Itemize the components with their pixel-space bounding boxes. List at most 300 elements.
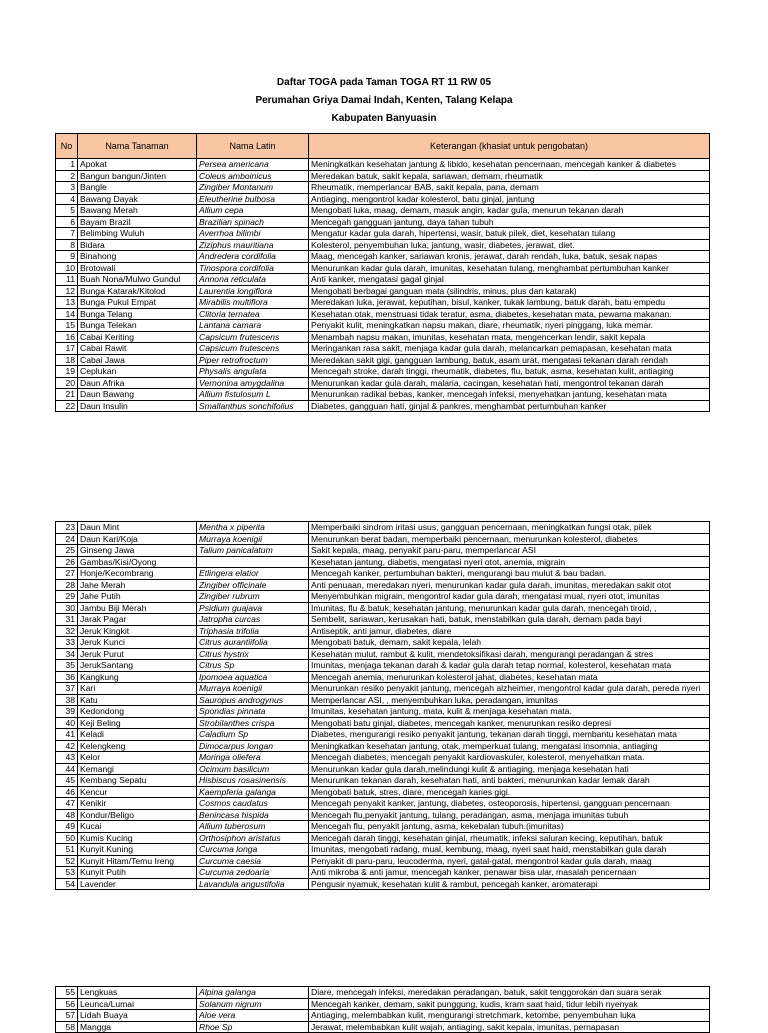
cell-nama-latin: Brazilian spinach	[197, 216, 309, 228]
cell-no: 15	[56, 320, 78, 332]
table-row	[56, 602, 710, 614]
cell-keterangan: Kesehatan mulut, rambut & kulit, mendetoksifikasi darah, mengurangi peradangan & stres	[309, 648, 710, 660]
cell-keterangan: Pengusir nyamuk, kesehatan kulit & rambut, pencegah kanker, aromaterapi	[309, 878, 710, 890]
cell-keterangan: Antiaging, melembabkan kulit, mengurangi stretchmark, ketombe, penyembuhan luka	[309, 1010, 710, 1022]
cell-keterangan: Sembelit, sariawan, kerusakan hati, batuk, menstabilkan gula darah, demam pada bayi	[309, 614, 710, 626]
cell-nama-latin: Citrus Sp	[197, 660, 309, 672]
table-row	[56, 809, 710, 821]
cell-nama-tanaman: Kelengkeng	[78, 740, 197, 752]
table-row	[56, 522, 710, 534]
table-row	[56, 637, 710, 649]
cell-nama-latin: Tinospora cordifolia	[197, 262, 309, 274]
cell-keterangan: Kesehatan jantung, diabetis, mengatasi nyeri otot, anemia, migrain	[309, 556, 710, 568]
cell-no: 34	[56, 648, 78, 660]
cell-no: 47	[56, 798, 78, 810]
cell-nama-tanaman: Bunga Telang	[78, 308, 197, 320]
cell-keterangan: Memperbaiki sindrom iritasi usus, gangguan pencernaan, meningkatkan fungsi otak, pilek	[309, 522, 710, 534]
table-row	[56, 251, 710, 263]
cell-nama-tanaman: Kemangi	[78, 763, 197, 775]
cell-nama-latin: Rhoe Sp	[197, 1021, 309, 1033]
cell-no: 18	[56, 354, 78, 366]
table-row	[56, 694, 710, 706]
table-row	[56, 228, 710, 240]
table-row	[56, 239, 710, 251]
table-row	[56, 660, 710, 672]
cell-no: 54	[56, 878, 78, 890]
cell-keterangan: Mencegah diabetes, mencegah penyakit kardiovaskuler, kolesterol, menyehatkan mata.	[309, 752, 710, 764]
cell-nama-tanaman: Cabai Rawit	[78, 343, 197, 355]
cell-nama-tanaman: Brotowali	[78, 262, 197, 274]
table-row	[56, 706, 710, 718]
cell-nama-latin: Curcuma zedoaria	[197, 867, 309, 879]
cell-nama-tanaman: Honje/Kecombrang	[78, 568, 197, 580]
cell-nama-latin: Alpina galanga	[197, 987, 309, 999]
cell-keterangan: Menurunkan resiko penyakit jantung, mencegah alzheimer, mengontrol kadar gula darah, pereda nyeri	[309, 683, 710, 695]
cell-nama-tanaman: Katu	[78, 694, 197, 706]
cell-nama-latin: Capsicum frutescens	[197, 331, 309, 343]
cell-no: 28	[56, 579, 78, 591]
cell-no: 19	[56, 366, 78, 378]
cell-nama-latin: Clitoria ternatea	[197, 308, 309, 320]
cell-nama-latin: Orthosiphon aristatus	[197, 832, 309, 844]
cell-keterangan: Meningkatkan kesehatan jantung & libido, kesehatan pencernaan, mencegah kanker & diabetes	[309, 159, 710, 171]
cell-nama-tanaman: Lidah Buaya	[78, 1010, 197, 1022]
cell-nama-latin: Jatropha curcas	[197, 614, 309, 626]
cell-keterangan: Diare, mencegah infeksi, meredakan peradangan, batuk, sakit tenggorokan dan suara serak	[309, 987, 710, 999]
cell-no: 5	[56, 205, 78, 217]
cell-keterangan: Menurunkan tekanan darah, kesehatan hati, anti bakteri, menurunkan kadar lemak darah	[309, 775, 710, 787]
cell-keterangan: Mengobati berbagai ganguan mata (silindris, minus, plus dan katarak)	[309, 285, 710, 297]
cell-keterangan: Anti penuaan, meredakan nyeri, menurunkan kadar gula darah, imunitas, meredakan sakit otot	[309, 579, 710, 591]
table-row	[56, 614, 710, 626]
cell-keterangan: Meringankan rasa sakit, menjaga kadar gula darah, melancarkan pemapasan, kesehatan mata	[309, 343, 710, 355]
cell-no: 49	[56, 821, 78, 833]
table-row	[56, 729, 710, 741]
cell-keterangan: Mengobati luka, maag, demam, masuk angin, kadar gula, menurun tekanan darah	[309, 205, 710, 217]
cell-no: 37	[56, 683, 78, 695]
cell-nama-tanaman: Kunyit Hitam/Temu Ireng	[78, 855, 197, 867]
cell-nama-latin: Citrus aurantiifolia	[197, 637, 309, 649]
cell-no: 42	[56, 740, 78, 752]
cell-no: 4	[56, 193, 78, 205]
cell-no: 33	[56, 637, 78, 649]
cell-nama-tanaman: Jeruk Kunci	[78, 637, 197, 649]
cell-nama-tanaman: Cabai Jawa	[78, 354, 197, 366]
cell-no: 13	[56, 297, 78, 309]
table-row	[56, 297, 710, 309]
column-header-nama: Nama Tanaman	[78, 134, 197, 159]
cell-nama-latin: Murraya koenigii	[197, 683, 309, 695]
cell-nama-latin: Dimocarpus longan	[197, 740, 309, 752]
cell-no: 12	[56, 285, 78, 297]
cell-keterangan: Imunitas, menjaga tekanan darah & kadar gula darah tetap normal, kolesterol, kesehatan mata	[309, 660, 710, 672]
cell-keterangan: Meredakan sakit gigi, gangguan lambung, batuk, asam urat, mengatasi tekanan darah rendah	[309, 354, 710, 366]
cell-keterangan: Mencegah penyakit kanker, jantung, diabetes, osteoporosis, hipertensi, gangguan pencernaan	[309, 798, 710, 810]
cell-nama-tanaman: Jahe Merah	[78, 579, 197, 591]
table-row	[56, 717, 710, 729]
cell-nama-tanaman: Apokat	[78, 159, 197, 171]
cell-no: 24	[56, 533, 78, 545]
table-row	[56, 625, 710, 637]
cell-no: 38	[56, 694, 78, 706]
cell-nama-latin: Ocimum basilicum	[197, 763, 309, 775]
cell-nama-latin: Hisbiscus rosasinensis	[197, 775, 309, 787]
cell-nama-latin: Ziziphus mauritiana	[197, 239, 309, 251]
cell-nama-tanaman: Bunga Telekan	[78, 320, 197, 332]
cell-no: 45	[56, 775, 78, 787]
cell-nama-tanaman: Daun Afrika	[78, 377, 197, 389]
cell-no: 50	[56, 832, 78, 844]
cell-keterangan: Imunitas, mengobati radang, mual, kembung, maag, nyeri saat haid, menstabilkan gula darah	[309, 844, 710, 856]
cell-nama-latin: Psidium guajava	[197, 602, 309, 614]
cell-no: 7	[56, 228, 78, 240]
cell-no: 6	[56, 216, 78, 228]
plant-table-block-3	[55, 986, 710, 1033]
cell-nama-tanaman: Ginseng Jawa	[78, 545, 197, 557]
cell-keterangan: Menurunkan kadar gula darah,melindungi kulit & antiaging, menjaga kesehatan hati	[309, 763, 710, 775]
cell-no: 41	[56, 729, 78, 741]
cell-nama-latin: Annona reticulata	[197, 274, 309, 286]
cell-nama-latin: Capsicum frutescens	[197, 343, 309, 355]
table-row	[56, 648, 710, 660]
cell-nama-latin: Aloe vera	[197, 1010, 309, 1022]
table-row	[56, 987, 710, 999]
cell-nama-latin: Averrhoa bilimbi	[197, 228, 309, 240]
cell-no: 9	[56, 251, 78, 263]
cell-nama-latin: Allium cepa	[197, 205, 309, 217]
table-row	[56, 320, 710, 332]
cell-nama-tanaman: Lavender	[78, 878, 197, 890]
cell-nama-tanaman: Jeruk Purut	[78, 648, 197, 660]
cell-nama-tanaman: Ceplukan	[78, 366, 197, 378]
cell-keterangan: Mengobati batuk, stres, diare, mencegah karies gigi.	[309, 786, 710, 798]
cell-no: 31	[56, 614, 78, 626]
table-header-row	[56, 134, 710, 159]
cell-nama-tanaman: Kenikir	[78, 798, 197, 810]
cell-no: 11	[56, 274, 78, 286]
cell-no: 46	[56, 786, 78, 798]
cell-nama-tanaman: Kangkung	[78, 671, 197, 683]
table-row	[56, 671, 710, 683]
cell-nama-tanaman: Daun Bawang	[78, 389, 197, 401]
cell-no: 22	[56, 400, 78, 412]
cell-no: 26	[56, 556, 78, 568]
cell-keterangan: Menurunkan radikal bebas, kanker, mencegah infeksi, menyehatkan jantung, kesehatan mata	[309, 389, 710, 401]
table-row	[56, 786, 710, 798]
cell-nama-tanaman: JerukSantang	[78, 660, 197, 672]
cell-nama-latin: Physalis angulata	[197, 366, 309, 378]
table-row	[56, 545, 710, 557]
table-row	[56, 591, 710, 603]
table-row	[56, 763, 710, 775]
cell-nama-latin: Moringa oliefera	[197, 752, 309, 764]
cell-keterangan: Diabetes, gangguan hati, ginjal & pankres, menghambat pertumbuhan kanker	[309, 400, 710, 412]
table-row	[56, 285, 710, 297]
table-row	[56, 170, 710, 182]
cell-nama-latin: Zingiber rubrum	[197, 591, 309, 603]
cell-keterangan: Mengobati batuk, demam, sakit kepala, lelah	[309, 637, 710, 649]
cell-nama-latin: Lantana camara	[197, 320, 309, 332]
cell-no: 29	[56, 591, 78, 603]
cell-keterangan: Mengobati batu ginjal, diabetes, mencegah kanker, menurunkan resiko depresi	[309, 717, 710, 729]
table-row	[56, 740, 710, 752]
cell-nama-tanaman: Buah Nona/Mulwo Gundul	[78, 274, 197, 286]
cell-no: 10	[56, 262, 78, 274]
cell-keterangan: Mencegah flu,penyakit jantung, tulang, peradangan, asma, menjaga imunitas tubuh	[309, 809, 710, 821]
cell-nama-latin: Cosmos caudatus	[197, 798, 309, 810]
cell-nama-latin: Talium panicalatum	[197, 545, 309, 557]
cell-nama-latin: Andredera cordifolia	[197, 251, 309, 263]
cell-nama-latin: Zingiber Montanum	[197, 182, 309, 194]
cell-nama-latin: Zingiber officinale	[197, 579, 309, 591]
cell-keterangan: Anti kanker, mengatasi gagal ginjal	[309, 274, 710, 286]
cell-no: 56	[56, 998, 78, 1010]
cell-nama-latin: Curcuma caesia	[197, 855, 309, 867]
cell-no: 51	[56, 844, 78, 856]
cell-nama-tanaman: Bawang Dayak	[78, 193, 197, 205]
cell-keterangan: Anti mikroba & anti jamur, mencegah kanker, penawar bisa ular, masalah pencernaan	[309, 867, 710, 879]
plant-table-block-1	[55, 133, 710, 412]
table-row	[56, 867, 710, 879]
cell-nama-tanaman: Gambas/Kisi/Oyong	[78, 556, 197, 568]
cell-nama-latin: Laurentia longiflora	[197, 285, 309, 297]
cell-keterangan: Imunitas, kesehatan jantung, mata, kulit & menjaga kesehatan mata.	[309, 706, 710, 718]
plant-table-block-2	[55, 521, 710, 890]
table-row	[56, 400, 710, 412]
cell-nama-latin: Eleutherine bulbosa	[197, 193, 309, 205]
cell-nama-tanaman: Jarak Pagar	[78, 614, 197, 626]
table-row	[56, 216, 710, 228]
cell-keterangan: Mencegah darah tinggi, kesehatan ginjal, rheumatik, infeksi saluran kecing, keputihan, batuk	[309, 832, 710, 844]
table-row	[56, 798, 710, 810]
cell-nama-tanaman: Mangga	[78, 1021, 197, 1033]
table-row	[56, 821, 710, 833]
cell-nama-tanaman: Keladi	[78, 729, 197, 741]
cell-keterangan: Meredakan batuk, sakit kepala, sariawan, demam, rheumatik	[309, 170, 710, 182]
cell-no: 57	[56, 1010, 78, 1022]
table-row	[56, 844, 710, 856]
cell-no: 40	[56, 717, 78, 729]
cell-no: 14	[56, 308, 78, 320]
table-row	[56, 556, 710, 568]
table-row	[56, 1010, 710, 1022]
cell-nama-tanaman: Lengkuas	[78, 987, 197, 999]
table-row	[56, 855, 710, 867]
table-row	[56, 1021, 710, 1033]
cell-nama-tanaman: Cabai Keriting	[78, 331, 197, 343]
cell-keterangan: Rheumatik, memperlancar BAB, sakit kepala, pana, demam	[309, 182, 710, 194]
table-row	[56, 159, 710, 171]
cell-nama-tanaman: Binahong	[78, 251, 197, 263]
cell-keterangan: Kolesterol, penyembuhan luka, jantung, wasir, diabetes, jerawat, diet.	[309, 239, 710, 251]
table-row	[56, 331, 710, 343]
cell-keterangan: Meredakan luka, jerawat, keputihan, bisul, kanker, tukak lambung, batuk darah, batu empedu	[309, 297, 710, 309]
cell-keterangan: Menurunkan kadar gula darah, malaria, cacingan, kesehatan hati, mengontrol tekanan darah	[309, 377, 710, 389]
cell-nama-tanaman: Bunga Katarak/Kitolod	[78, 285, 197, 297]
cell-nama-tanaman: Daun Mint	[78, 522, 197, 534]
cell-keterangan: Imunitas, flu & batuk, kesehatan jantung, menurunkan kadar gula darah, mencegah tiroid, ,	[309, 602, 710, 614]
title-line-3: Kabupaten Banyuasin	[331, 113, 437, 124]
table-row	[56, 998, 710, 1010]
cell-keterangan: Penyakit di paru-paru, leucoderma, nyeri, gatal-gatal, mengontrol kadar gula darah, maag	[309, 855, 710, 867]
cell-keterangan: Sakit kepala, maag, penyakit paru-paru, memperlancar ASI	[309, 545, 710, 557]
table-row	[56, 182, 710, 194]
column-header-no: No	[56, 134, 78, 159]
table-row	[56, 354, 710, 366]
cell-nama-tanaman: Daun Insulin	[78, 400, 197, 412]
cell-no: 20	[56, 377, 78, 389]
table-row	[56, 878, 710, 890]
cell-no: 27	[56, 568, 78, 580]
table-row	[56, 308, 710, 320]
cell-keterangan: Diabetes, mengurangi resiko penyakit jantung, tekanan darah tinggi, membantu kesehatan mata	[309, 729, 710, 741]
cell-keterangan: Memperlancar ASI, , menyembuhkan luka, peradangan, imunitas	[309, 694, 710, 706]
cell-no: 8	[56, 239, 78, 251]
cell-nama-tanaman: Kucai	[78, 821, 197, 833]
cell-nama-tanaman: Belimbing Wuluh	[78, 228, 197, 240]
cell-nama-latin: Curcuma longa	[197, 844, 309, 856]
cell-nama-latin: Murraya koenigii	[197, 533, 309, 545]
cell-no: 17	[56, 343, 78, 355]
cell-no: 2	[56, 170, 78, 182]
cell-nama-latin	[197, 556, 309, 568]
cell-keterangan: Menyembuhkan migrain, mengontrol kadar gula darah, mengatasi mual, nyeri otot, imunitas	[309, 591, 710, 603]
cell-no: 52	[56, 855, 78, 867]
cell-nama-latin: Sauropus androgynus	[197, 694, 309, 706]
cell-no: 44	[56, 763, 78, 775]
cell-keterangan: Antiseptik, anti jamur, diabetes, diare	[309, 625, 710, 637]
cell-nama-tanaman: Jambu Biji Merah	[78, 602, 197, 614]
table-row	[56, 568, 710, 580]
table-row	[56, 343, 710, 355]
cell-nama-latin: Allium tuberosum	[197, 821, 309, 833]
cell-nama-latin: Kaempferia galanga	[197, 786, 309, 798]
table-row	[56, 366, 710, 378]
cell-nama-tanaman: Kondur/Beligo	[78, 809, 197, 821]
cell-keterangan: Mencegah kanker, demam, sakit punggung, kudis, kram saat haid, tidur lebih nyenyak	[309, 998, 710, 1010]
cell-keterangan: Mengatur kadar gula darah, hipertensi, wasir, batuk pilek, diet, kesehatan tulang	[309, 228, 710, 240]
cell-no: 55	[56, 987, 78, 999]
table-row	[56, 579, 710, 591]
cell-nama-tanaman: Bidara	[78, 239, 197, 251]
cell-no: 3	[56, 182, 78, 194]
cell-nama-tanaman: Daun Kari/Koja	[78, 533, 197, 545]
cell-no: 48	[56, 809, 78, 821]
cell-nama-latin: Benincasa hispida	[197, 809, 309, 821]
title-line-1: Daftar TOGA pada Taman TOGA RT 11 RW 05	[276, 77, 492, 88]
cell-keterangan: Menurunkan kadar gula darah, imunitas, kesehatan tulang, menghambat pertumbuhan kanker	[309, 262, 710, 274]
column-header-latin: Nama Latin	[197, 134, 309, 159]
cell-nama-latin: Persea americana	[197, 159, 309, 171]
cell-nama-latin: Mirabilis multiflora	[197, 297, 309, 309]
cell-nama-tanaman: Kedondong	[78, 706, 197, 718]
cell-keterangan: Mencegah gangguan jantung, daya tahan tubuh	[309, 216, 710, 228]
table-row	[56, 683, 710, 695]
cell-nama-latin: Spondias pinnata	[197, 706, 309, 718]
cell-keterangan: Jerawat, melembabkan kulit wajah, antiaging, sakit kepala, imunitas, pernapasan	[309, 1021, 710, 1033]
table-row	[56, 377, 710, 389]
cell-nama-latin: Etlingera elatior	[197, 568, 309, 580]
table-row	[56, 274, 710, 286]
cell-nama-tanaman: Kencur	[78, 786, 197, 798]
cell-no: 25	[56, 545, 78, 557]
cell-no: 1	[56, 159, 78, 171]
cell-keterangan: Kesehatan otak, menstruasi tidak teratur, asma, diabetes, kesehatan mata, pewarna makanan.	[309, 308, 710, 320]
cell-nama-latin: Mentha x piperita	[197, 522, 309, 534]
cell-nama-tanaman: Jeruk Kingkit	[78, 625, 197, 637]
table-row	[56, 752, 710, 764]
cell-keterangan: Antiaging, mengontrol kadar kolesterol, batu ginjal, jantung	[309, 193, 710, 205]
cell-keterangan: Maag, mencegah kanker, sariawan kronis, jerawat, darah rendah, luka, batuk, sesak napas	[309, 251, 710, 263]
cell-no: 21	[56, 389, 78, 401]
cell-nama-tanaman: Kembang Sepatu	[78, 775, 197, 787]
cell-keterangan: Mencegah flu, penyakit jantung, asma, kekebalan tubuh.(imunitas)	[309, 821, 710, 833]
cell-keterangan: Meningkatkan kesehatan jantung, otak, memperkuat tulang, mengatasi insomnia, antiaging	[309, 740, 710, 752]
cell-nama-tanaman: Kunyit Kuning	[78, 844, 197, 856]
title-line-2: Perumahan Griya Damai Indah, Kenten, Talang Kelapa	[255, 95, 513, 106]
cell-nama-latin: Strobilanthes crispa	[197, 717, 309, 729]
cell-nama-tanaman: Bangle	[78, 182, 197, 194]
cell-nama-tanaman: Keji Beling	[78, 717, 197, 729]
table-row	[56, 832, 710, 844]
cell-keterangan: Menurunkan berat badan, memperbaiki pencernaan, menurunkan kolesterol, diabetes	[309, 533, 710, 545]
cell-keterangan: Mencegah kanker, pertumbuhan bakteri, mengurangi bau mulut & bau badan.	[309, 568, 710, 580]
cell-no: 43	[56, 752, 78, 764]
cell-nama-tanaman: Bunga Pukul Empat	[78, 297, 197, 309]
cell-nama-latin: Lavandula angustifolia	[197, 878, 309, 890]
cell-no: 30	[56, 602, 78, 614]
table-row	[56, 389, 710, 401]
table-row	[56, 262, 710, 274]
cell-no: 39	[56, 706, 78, 718]
cell-no: 16	[56, 331, 78, 343]
cell-nama-latin: Citrus hystrix	[197, 648, 309, 660]
cell-nama-latin: Allium fistulosum L	[197, 389, 309, 401]
cell-keterangan: Penyakit kulit, meningkatkan napsu makan, diare, rheumatik, nyeri pinggang, luka memar.	[309, 320, 710, 332]
cell-nama-tanaman: Jahe Putih	[78, 591, 197, 603]
table-row	[56, 775, 710, 787]
cell-nama-tanaman: Bawang Merah	[78, 205, 197, 217]
cell-no: 53	[56, 867, 78, 879]
table-row	[56, 533, 710, 545]
cell-nama-latin: Smallanthus sonchifolius	[197, 400, 309, 412]
cell-nama-latin: Vernonina amygdalina	[197, 377, 309, 389]
column-header-ket: Keterangan (khasiat untuk pengobatan)	[309, 134, 710, 159]
cell-no: 32	[56, 625, 78, 637]
cell-no: 36	[56, 671, 78, 683]
cell-nama-latin: Solanum nigrum	[197, 998, 309, 1010]
table-row	[56, 205, 710, 217]
cell-nama-tanaman: Bayam Brazil	[78, 216, 197, 228]
cell-nama-latin: Caladium Sp	[197, 729, 309, 741]
cell-no: 58	[56, 1021, 78, 1033]
cell-nama-latin: Coleus amboinicus	[197, 170, 309, 182]
table-row	[56, 193, 710, 205]
cell-keterangan: Mencegah anemia, menurunkan kolesterol jahat, diabetes, kesehatan mata	[309, 671, 710, 683]
cell-nama-tanaman: Kumis Kucing	[78, 832, 197, 844]
cell-nama-latin: Piper retrofroctum	[197, 354, 309, 366]
cell-nama-tanaman: Kari	[78, 683, 197, 695]
cell-nama-tanaman: Bangun bangun/Jinten	[78, 170, 197, 182]
cell-keterangan: Menambah napsu makan, imunitas, kesehatan mata, mengencerkan lendir, sakit kepala	[309, 331, 710, 343]
cell-no: 35	[56, 660, 78, 672]
cell-no: 23	[56, 522, 78, 534]
cell-nama-tanaman: Kelor	[78, 752, 197, 764]
cell-nama-latin: Ipomoea aquatica	[197, 671, 309, 683]
cell-keterangan: Mencegah stroke, darah tinggi, rheumatik, diabetes, flu, batuk, asma, kesehatan kulit, antiaging	[309, 366, 710, 378]
cell-nama-latin: Triphasia trifolia	[197, 625, 309, 637]
cell-nama-tanaman: Kunyit Putih	[78, 867, 197, 879]
